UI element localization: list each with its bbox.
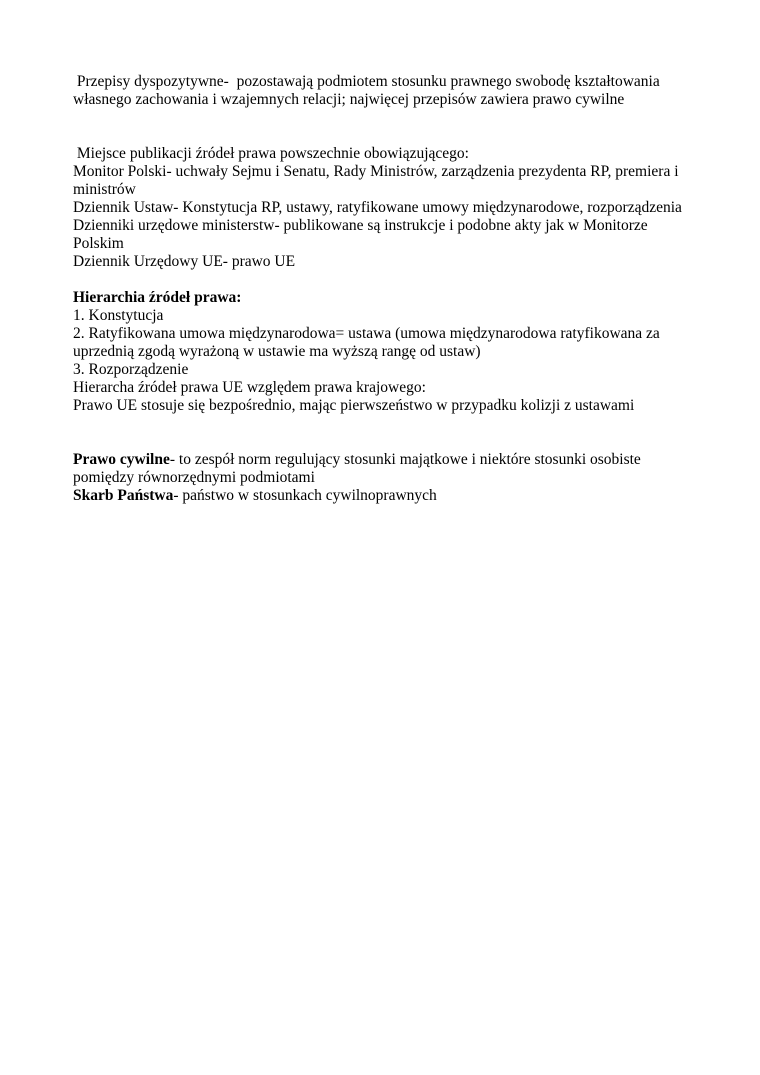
- list-item: 3. Rozporządzenie: [73, 361, 189, 378]
- paragraph-hierarchia: [73, 289, 713, 415]
- text-line: Prawo UE stosuje się bezpośrednio, mając pierwszeństwo w przypadku kolizji z ustawami: [73, 397, 635, 414]
- text-line: pomiędzy równorzędnymi podmiotami: [73, 469, 315, 486]
- text-line: Hierarcha źródeł prawa UE względem prawa krajowego:: [73, 379, 426, 396]
- text-line: ministrów: [73, 181, 136, 198]
- text-line: własnego zachowania i wzajemnych relacji; najwięcej przepisów zawiera prawo cywilne: [73, 91, 625, 108]
- definition-text: - to zespół norm regulujący stosunki majątkowe i niektóre stosunki osobiste: [169, 451, 641, 468]
- text-line: Dziennik Ustaw- Konstytucja RP, ustawy, ratyfikowane umowy międzynarodowe, rozporządzenia: [73, 199, 682, 216]
- text-line: Dziennik Urzędowy UE- prawo UE: [73, 253, 296, 270]
- paragraph-definicje: [73, 451, 713, 505]
- term-prawo-cywilne: Prawo cywilne: [73, 451, 170, 468]
- definition-line: [73, 487, 713, 505]
- spacer: [73, 109, 713, 145]
- definition-text: - państwo w stosunkach cywilnoprawnych: [173, 487, 437, 504]
- spacer: [73, 271, 713, 289]
- term-skarb-panstwa: Skarb Państwa: [73, 487, 174, 504]
- paragraph-miejsce-publikacji: [73, 145, 713, 271]
- text-line: Monitor Polski- uchwały Sejmu i Senatu, Rady Ministrów, zarządzenia prezydenta RP, premiera i: [73, 163, 679, 180]
- section-heading: [73, 289, 713, 307]
- text-line: uprzednią zgodą wyrażoną w ustawie ma wyższą rangę od ustaw): [73, 343, 481, 360]
- text-line: Przepisy dyspozytywne- pozostawają podmiotem stosunku prawnego swobodę kształtowania: [73, 73, 660, 90]
- text-line: Dzienniki urzędowe ministerstw- publikowane są instrukcje i podobne akty jak w Monitorze: [73, 217, 648, 234]
- spacer: [73, 415, 713, 451]
- text-line: Miejsce publikacji źródeł prawa powszechnie obowiązującego:: [73, 145, 469, 162]
- paragraph-przepisy-dyspozytywne: [73, 73, 713, 109]
- list-item: 2. Ratyfikowana umowa międzynarodowa= ustawa (umowa międzynarodowa ratyfikowana za: [73, 325, 660, 342]
- text-line: Polskim: [73, 235, 124, 252]
- heading-text: Hierarchia źródeł prawa:: [73, 289, 242, 306]
- document-page: [73, 73, 713, 505]
- definition-line: [73, 451, 713, 469]
- list-item: 1. Konstytucja: [73, 307, 164, 324]
